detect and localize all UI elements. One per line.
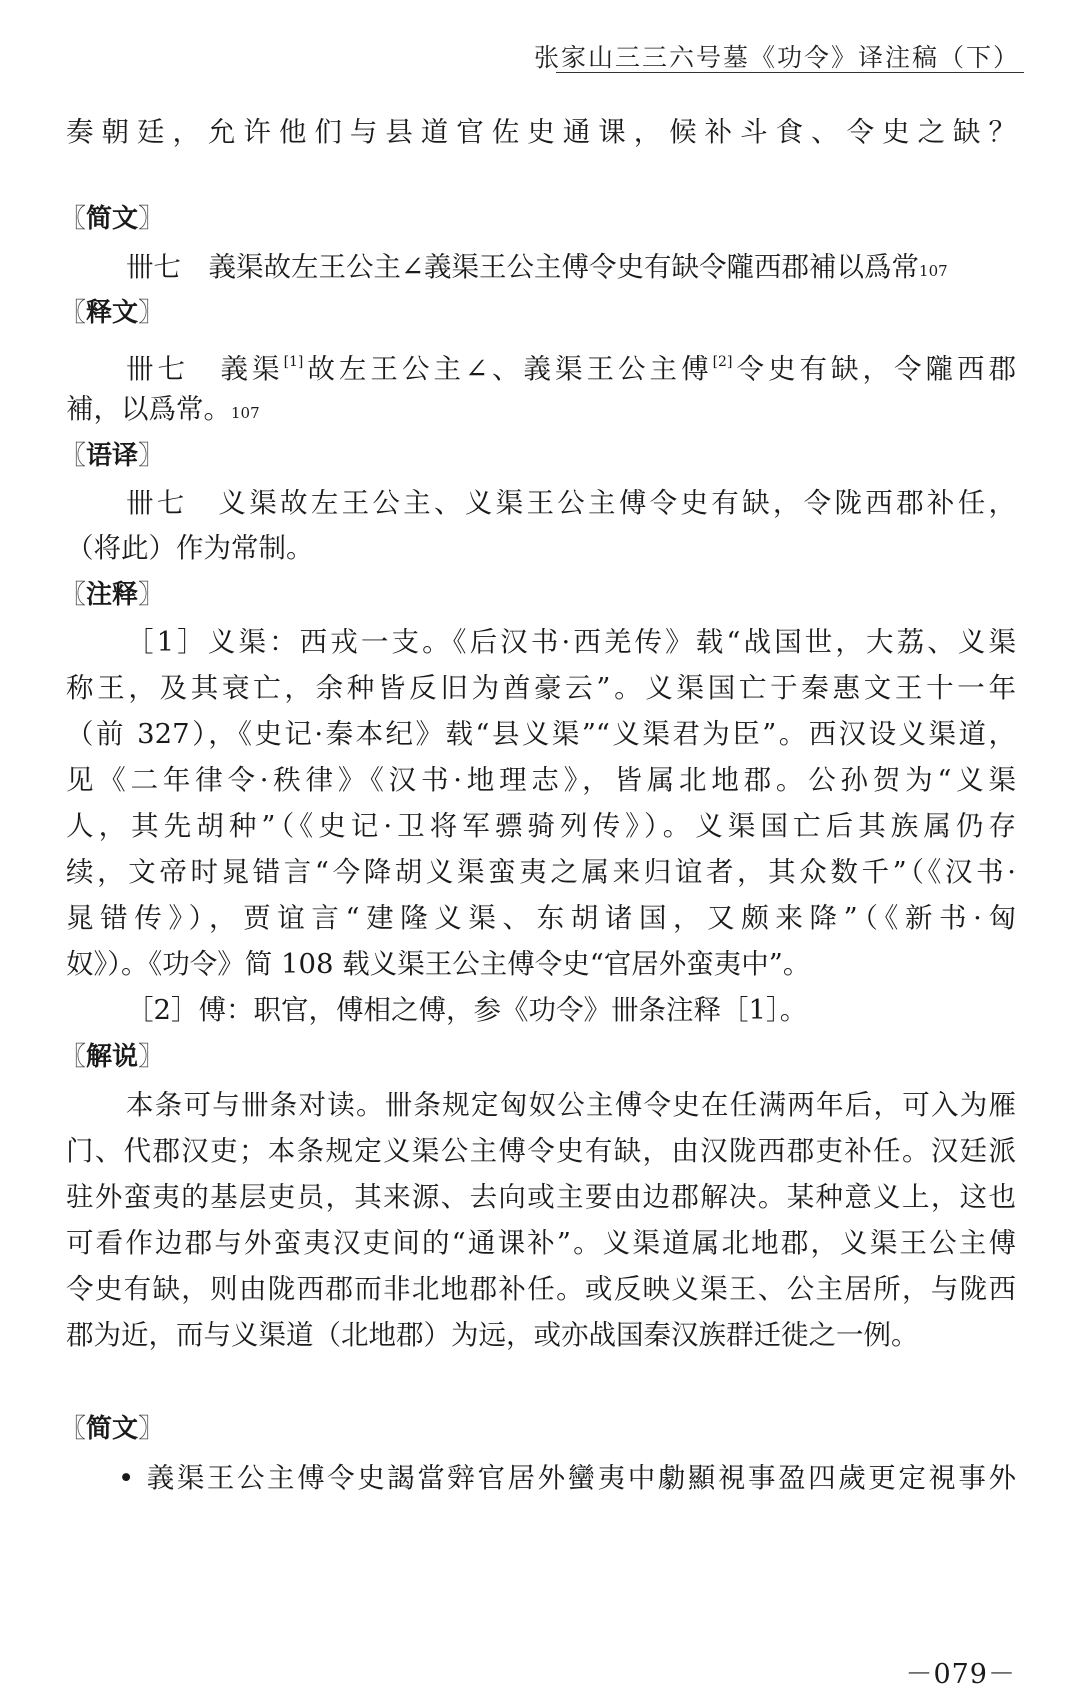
shiwen-line-1 xyxy=(126,342,1016,389)
zhushi-line: 人，其先胡种”（《史记·卫将军骠骑列传》）。义渠国亡后其族属仍存 xyxy=(66,810,1016,842)
bracket-open: 〖 xyxy=(60,580,87,610)
bracket-open: 〖 xyxy=(60,298,87,328)
note-ref-1[interactable]: [1] xyxy=(283,354,304,370)
yuyi-line-2: （将此）作为常制。 xyxy=(66,532,314,564)
jieshuo-line: 令史有缺，则由陇西郡而非北地郡补任。或反映义渠王、公主居所，与陇西 xyxy=(66,1273,1016,1305)
jieshuo-line: 可看作边郡与外蛮夷汉吏间的“通课补”。义渠道属北地郡，义渠王公主傅 xyxy=(66,1227,1016,1259)
bracket-close: 〗 xyxy=(138,441,165,471)
heading-label: 简文 xyxy=(86,204,139,234)
jieshuo-line: 本条可与卌条对读。卌条规定匈奴公主傅令史在任满两年后，可入为雁 xyxy=(126,1089,1016,1121)
bracket-close: 〗 xyxy=(138,298,165,328)
bullet-dot-icon: • xyxy=(118,1462,135,1494)
bracket-open: 〖 xyxy=(60,441,87,471)
jianwen-2-text: 義渠王公主傅令史謁當辤官居外蠻夷中勮顯視事盈四歲更定視事外 xyxy=(144,1462,1016,1494)
section-heading-zhushi xyxy=(60,575,164,615)
heading-label: 解说 xyxy=(86,1042,139,1072)
jieshuo-line: 郡为近，而与义渠道（北地郡）为远，或亦战国秦汉族群迁徙之一例。 xyxy=(66,1319,919,1351)
jianwen-2-line xyxy=(118,1458,1016,1498)
bracket-close: 〗 xyxy=(138,1042,165,1072)
bracket-open: 〖 xyxy=(60,1414,87,1444)
shiwen-text-b: 故左王公主∠、義渠王公主傅 xyxy=(303,353,713,385)
bracket-close: 〗 xyxy=(138,580,165,610)
shiwen-text-c: 令史有缺，令隴西郡 xyxy=(732,353,1017,385)
yuyi-line-1: 卌七 义渠故左王公主、义渠王公主傅令史有缺，令陇西郡补任， xyxy=(126,487,1016,519)
bracket-close: 〗 xyxy=(138,1414,165,1444)
zhushi-note-2: ［2］傅：职官，傅相之傅，参《功令》卌条注释［1］。 xyxy=(126,994,808,1026)
shiwen-text-l2: 補，以爲常。 xyxy=(66,393,231,425)
strip-number: 107 xyxy=(919,262,948,280)
section-heading-jianwen-2 xyxy=(60,1409,164,1449)
shiwen-line-2 xyxy=(66,389,1016,433)
strip-number: 107 xyxy=(231,404,260,422)
bracket-open: 〖 xyxy=(60,1042,87,1072)
heading-label: 释文 xyxy=(86,298,139,328)
bracket-close: 〗 xyxy=(138,204,165,234)
jianwen-text xyxy=(126,247,1016,291)
zhushi-line: （前 327），《史记·秦本纪》载“县义渠”“义渠君为臣”。西汉设义渠道， xyxy=(66,718,1016,750)
header-rule xyxy=(556,72,1024,73)
section-heading-shiwen xyxy=(60,293,164,333)
section-heading-jianwen xyxy=(60,199,164,239)
zhushi-line: ［1］义渠：西戎一支。《后汉书·西羌传》载“战国世，大荔、义渠 xyxy=(126,626,1016,658)
page-number: －079－ xyxy=(905,1659,1016,1690)
note-ref-2[interactable]: [2] xyxy=(712,354,733,370)
zhushi-line: 称王，及其衰亡，余种皆反旧为酋豪云”。义渠国亡于秦惠文王十一年 xyxy=(66,672,1016,704)
zhushi-line: 见《二年律令·秩律》《汉书·地理志》，皆属北地郡。公孙贺为“义渠 xyxy=(66,764,1016,796)
jianwen-strip-text: 卌七 義渠故左王公主∠義渠王公主傅令史有缺令隴西郡補以爲常 xyxy=(126,251,920,283)
zhushi-line: 续，文帝时晁错言“今降胡义渠蛮夷之属来归谊者，其众数千”（《汉书· xyxy=(66,856,1016,888)
heading-label: 注释 xyxy=(86,580,139,610)
shiwen-text-a: 卌七 義渠 xyxy=(126,353,284,385)
intro-line: 奏朝廷，允许他们与县道官佐史通课，候补斗食、令史之缺？ xyxy=(66,116,1016,148)
bracket-open: 〖 xyxy=(60,204,87,234)
zhushi-line: 晁错传》），贾谊言“建隆义渠、东胡诸国，又颇来降”（《新书·匈 xyxy=(66,902,1016,934)
section-heading-jieshuo xyxy=(60,1037,164,1077)
zhushi-line: 奴》）。《功令》简 108 载义渠王公主傅令史“官居外蛮夷中”。 xyxy=(66,948,811,980)
jieshuo-line: 门、代郡汉吏；本条规定义渠公主傅令史有缺，由汉陇西郡吏补任。汉廷派 xyxy=(66,1135,1016,1167)
running-header: 张家山三三六号墓《功令》译注稿（下） xyxy=(533,43,1020,72)
section-heading-yuyi xyxy=(60,436,164,476)
jieshuo-line: 驻外蛮夷的基层吏员，其来源、去向或主要由边郡解决。某种意义上，这也 xyxy=(66,1181,1016,1213)
heading-label: 简文 xyxy=(86,1414,139,1444)
heading-label: 语译 xyxy=(86,441,139,471)
